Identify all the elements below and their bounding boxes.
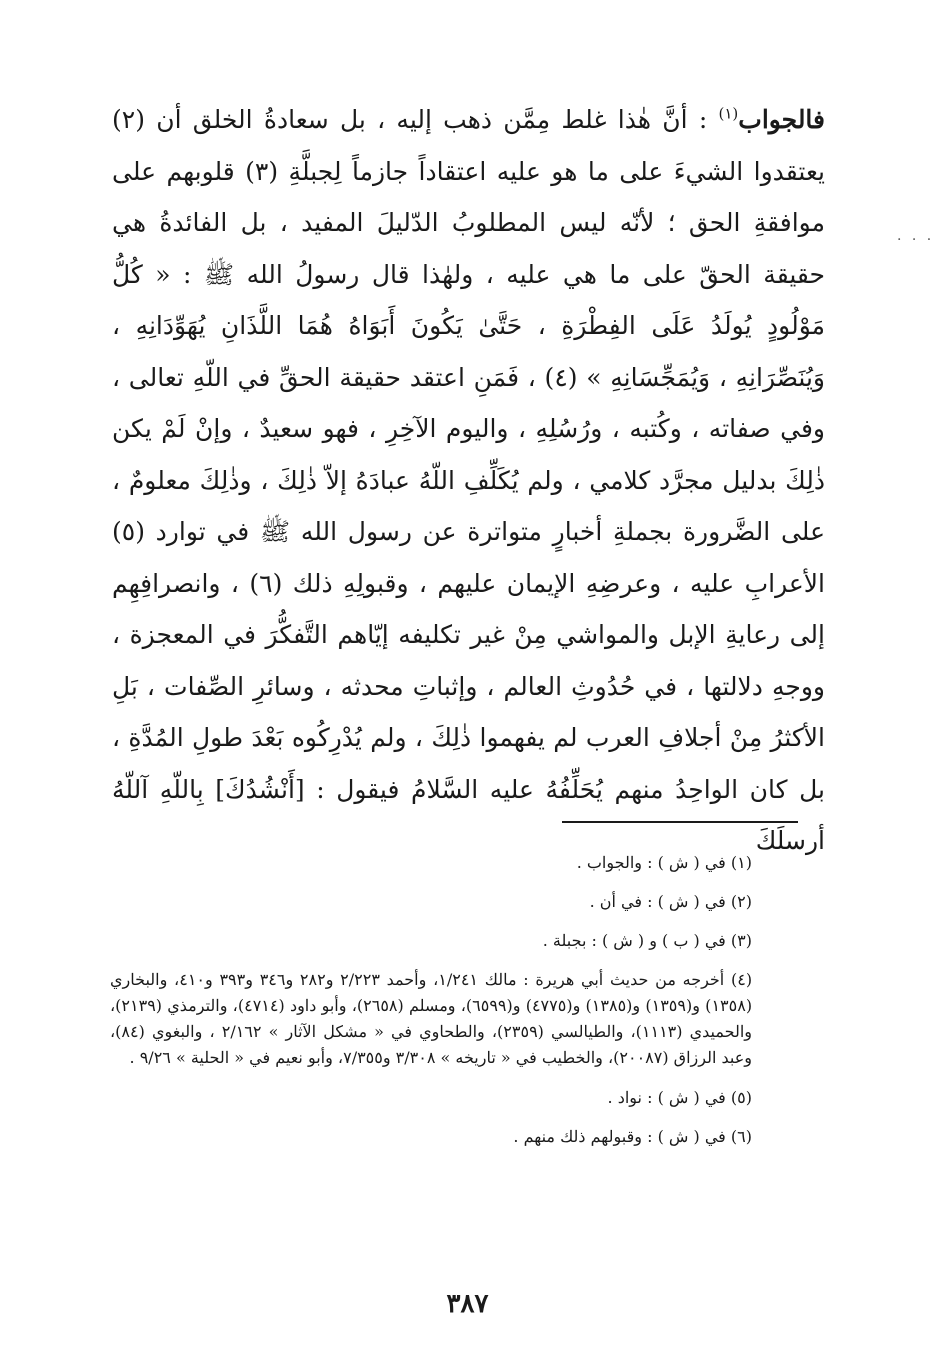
footnote-4: (٤) أخرجه من حديث أبي هريرة : مالك ١/٢٤١، وأحمد ٢/٢٢٣ و٢٨٢ و٣٤٦ و٣٩٣ و٤١٠، والبخاري (١٣٥٨) و(١٣٥٩) و(١٣٨٥) و(٤٧٧٥) و(٦٥٩٩)، ومسلم (٢٦٥٨)، وأبو داود (٤٧١٤)، والترمذي (٢١٣٩)، والحميدي (١١١٣)، والطيالسي (٢٣٥٩)، والطحاوي في « مشكل الآثار » ٢/١٦٢ ، والبغوي (٨٤)، وعبد الرزاق (٢٠٠٨٧)، والخطيب في « تاريخه » ٣/٣٠٨ و٧/٣٥٥، وأبو نعيم في « الحلية » ٩/٢٦ . (110, 970, 753, 1067)
lead-word: فالجواب (738, 105, 825, 134)
footnote-1: (١) في ( ش ) : والجواب . (576, 853, 752, 872)
footnote-6: (٦) في ( ش ) : وقبولهم ذلك منهم . (513, 1127, 752, 1146)
body-text: : أنَّ هٰذا غلط مِمَّن ذهب إليه ، بل سعادةُ الخلق أن (٢) يعتقدوا الشيءَ على ما هو عليه اعتقاداً جازماً لِجبلَّةِ (٣) قلوبهم على موافقةِ الحق ؛ لأنّه ليس المطلوبُ الدّليلَ المفيد ، بل الفائدةُ هي حقيقة الحقّ على ما هي عليه ، ولهٰذا قال رسولُ الله ﷺ : « كُلُّ مَوْلُودٍ يُولَدُ عَلَى الفِطْرَةِ ، حَتَّىٰ يَكُونَ أَبَوَاهُ هُمَا اللَّذَانِ يُهَوِّدَانِهِ ، وَيُنَصِّرَانِهِ ، وَيُمَجِّسَانِهِ » (٤) ، فَمَنِ اعتقد حقيقة الحقِّ في اللّهِ تعالى ، وفي صفاته ، وكُتبه ، ورُسُلِهِ ، واليوم الآخِرِ ، فهو سعيدٌ ، وإنْ لَمْ يكن ذٰلِكَ بدليل مجرَّد كلامي ، ولم يُكَلِّفِ اللّهُ عبادَهُ إلاّ ذٰلِكَ ، وذٰلِكَ معلومٌ ، على الضَّرورة بجملةِ أخبارٍ متواترة عن رسول الله ﷺ في توارد (٥) الأعرابِ عليه ، وعرضِهِ الإيمان عليهم ، وقبولِهِ ذلك (٦) ، وانصرافِهِم إلى رعايةِ الإبل والمواشي مِنْ غير تكليفه إيّاهم التَّفكُّرَ في المعجزة ، ووجهِ دلالتها ، في حُدُوثِ العالم ، وإثباتِ محدثه ، وسائرِ الصِّفات ، بَلِ الأكثرُ مِنْ أجلافِ العرب لم يفهموا ذٰلِكَ ، ولم يُدْرِكُوه بَعْدَ طولِ المُدَّةِ ، بل كان الواحِدُ منهم يُحَلِّفُهُ عليه السَّلامُ فيقول : [أَنْشُدُكَ] بِاللّهِ آللّهُ أرسلَكَ (112, 105, 825, 855)
page-number: ٣٨٧ (446, 1289, 489, 1319)
footnote-2: (٢) في ( ش ) : في أن . (589, 892, 752, 911)
footnote-5: (٥) في ( ش ) : نواد . (607, 1088, 752, 1107)
footnote-ref: (١) (718, 104, 739, 123)
footnote-3: (٣) في ( ب ) و ( ش ) : بجبلة . (542, 931, 752, 950)
footnotes (110, 850, 752, 1163)
scan-edge-marks: · · · (897, 232, 935, 248)
main-text-block (112, 94, 825, 867)
footnote-separator (562, 821, 798, 823)
main-paragraph (112, 94, 825, 867)
